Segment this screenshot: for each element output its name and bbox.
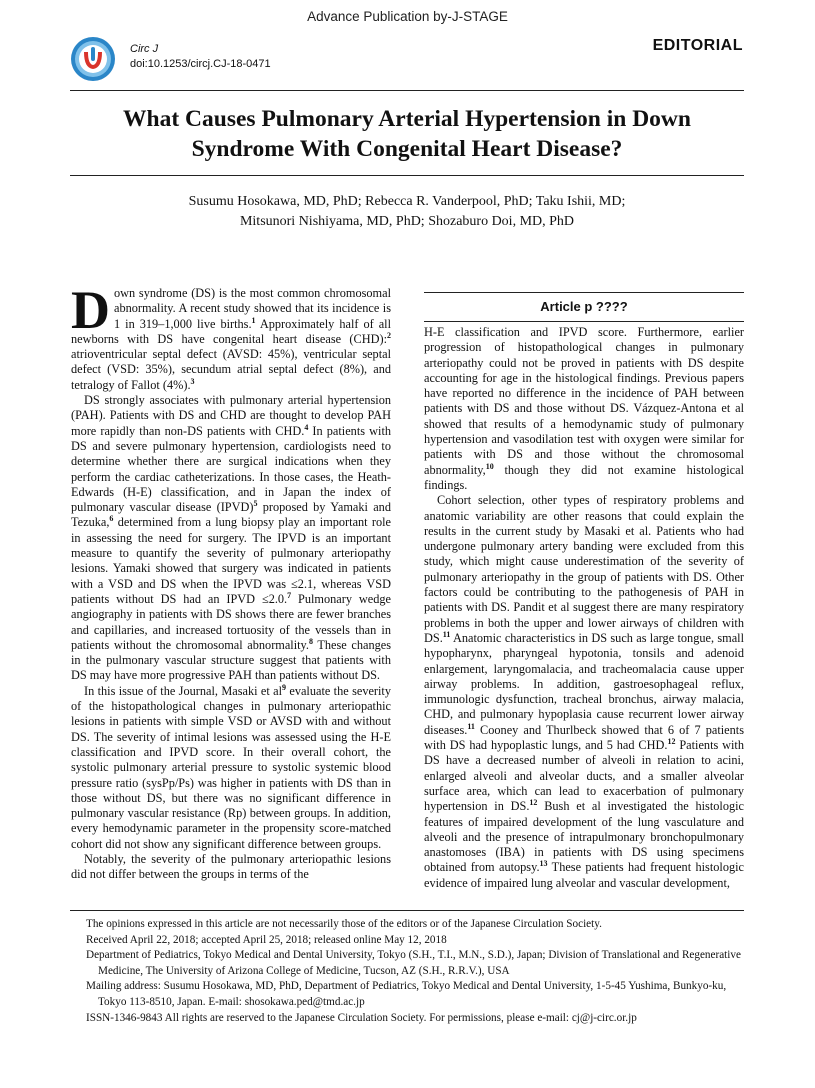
- mailing-address: Mailing address: Susumu Hosokawa, MD, PhD, Department of Pediatrics, Tokyo Medical and Dental University, 1-5-45 Yushima, Bunkyo-ku, Tokyo 113-8510, Japan. E-mail: shosokawa.ped@tmd.ac.jp: [86, 980, 727, 1008]
- advance-publication-banner: Advance Publication by-J-STAGE: [307, 9, 508, 24]
- section-label: EDITORIAL: [652, 37, 743, 54]
- title-line: Syndrome With Congenital Heart Disease?: [191, 136, 623, 162]
- received-dates: Received April 22, 2018; accepted April 25, 2018; released online May 12, 2018: [86, 933, 447, 946]
- article-title: [70, 104, 744, 164]
- header-rule: [70, 90, 744, 91]
- journal-logo-icon: [70, 36, 116, 82]
- right-column: [424, 325, 744, 891]
- footer-rule: [70, 910, 744, 911]
- issn-notice: ISSN-1346-9843 All rights are reserved to the Japanese Circulation Society. For permissions, please e-mail: cj@j-circ.or.jp: [86, 1011, 637, 1024]
- journal-name: Circ J: [130, 43, 159, 55]
- paragraph: H-E classification and IPVD score. Furthermore, earlier progression of histopathological changes in pulmonary arteriopathy could not be proved in patients with DS despite accounting for age in the histological findings. Previous papers have reported no difference in the incidence of PAH between patients with DS and those without DS. Vázquez-Antona et al showed that results of a hemodynamic study of pulmonary hypertension and vasodilation test with oxygen were similar for patients with DS and those without the chromosomal abnormality,$^{10}$ though they did not examine histological findings.: [424, 325, 744, 492]
- affiliations: Department of Pediatrics, Tokyo Medical and Dental University, Tokyo (S.H., T.I., M.N., S.D.), Japan; Division of Translational and Regenerative Medicine, The University of Arizona College of Medicine, Tucson, AZ (S.H., R.R.V.), USA: [86, 949, 741, 977]
- journal-info: [130, 42, 271, 72]
- paragraph: In this issue of the Journal, Masaki et $al^9$ evaluate the severity of the histopathological changes in pulmonary arteriopathic lesions in patients with simple VSD or AVSD with and without DS. The severity of intimal lesions was assessed using the H-E classification and IPVD score. In their overall cohort, the systolic pulmonary arterial pressure to systolic systemic blood pressure ratio (sysPp/Ps) was higher in patients with DS than in those without DS, but there was no significant difference in pulmonary vascular resistance (Rp) between groups. In addition, every hemodynamic parameter in the propensity score-matched cohort did not show any significant difference between groups.: [71, 682, 391, 851]
- authors-line: Susumu Hosokawa, MD, PhD; Rebecca R. Vanderpool, PhD; Taku Ishii, MD;: [188, 194, 626, 209]
- title-line: What Causes Pulmonary Arterial Hypertension in Down: [123, 106, 691, 132]
- title-rule: [70, 175, 744, 176]
- paragraph: DS strongly associates with pulmonary arterial hypertension (PAH). Patients with DS and CHD are thought to develop PAH more rapidly than non-DS patients with CHD.$^4$ In patients with DS and severe pulmonary hypertension, cardiologists need to determine whether there are surgical indications when they perform the cardiac catheterizations. In those cases, the Heath-Edwards (H-E) classification, and in Japan the index of pulmonary vascular disease (IPVD)$^5$ proposed by Yamaki and Tezuka,$^6$ determined from a lung biopsy play an important role in assessing the need for surgery. The IPVD is an important measure to quantify the severity of pulmonary arteriopathy lesions. Yamaki showed that surgery was indicated in patients with a VSD and DS when the IPVD was ≤2.1, whereas VSD patients without DS had an IPVD ≤2.0.$^7$ Pulmonary wedge angiography in patients with DS shows there are fewer branches and capillaries, and increased tortuosity of the vessels than in patients without the chromosomal abnormality.$^8$ These changes in the pulmonary vascular structure suggest that patients with DS may have more progressive PAH than patients without DS.: [71, 393, 392, 683]
- related-article-link[interactable]: Article p ????: [424, 292, 744, 322]
- dropcap: D: [71, 280, 110, 340]
- paragraph: Down syndrome (DS) is the most common chromosomal abnormality. A recent study showed that its incidence is 1 in 319–1,000 live births.$^1$ Approximately half of all newborns with DS have congenital heart disease (CHD):$^2$ atrioventricular septal defect (AVSD: 45%), ventricular septal defect (VSD: 35%), secundum atrial septal defect (8%), and tetralogy of Fallot (4%).$^3$: [71, 280, 392, 392]
- disclaimer: The opinions expressed in this article are not necessarily those of the editors or of the Japanese Circulation Society.: [86, 918, 602, 930]
- paragraph: Notably, the severity of the pulmonary arteriopathic lesions did not differ between the groups in terms of the: [71, 851, 391, 882]
- paragraph: Cohort selection, other types of respiratory problems and anatomic variability are other reasons that could explain the results in the current study by Masaki et al. Patients who had undergone pulmonary artery banding were excluded from this study, which might cause underestimation of the severity of pulmonary arteriopathy in the group of patients with DS. Other factors could be contributing to the pathogenesis of PAH in patients with DS. Pandit et al suggest there are many respiratory problems in both the upper and lower airways of children with DS.$^{11}$ Anatomic characteristics in DS such as large tongue, small hypopharynx, pharyngeal hypotonia, tonsils and adenoid enlargement, laryngomalacia, and tracheomalacia cause upper airway problems. In addition, gastroesophageal reflux, immunologic dysfunction, tracheal bronchus, airway malacia, CHD, and pulmonary hypoplasia cause recurrent lower airway diseases.$^{11}$ Cooney and Thurlbeck showed that 6 of 7 patients with DS had hypoplastic lungs, and 5 had CHD.$^{12}$ Patients with DS have a decreased number of alveoli in relation to acini, enlarged alveoli and alveolar ducts, and a smaller alveolar surface area, which can lead to exacerbation of pulmonary hypertension in DS.$^{12}$ Bush et al investigated the histologic features of impaired development of the lung vasculature and alveoli and the presence of intrapulmonary bronchopulmonary anastomoses (IBA) in patients with DS using specimens obtained from autopsy.$^{13}$ These patients had frequent histologic evidence of impaired lung alveolar and vascular development,: [424, 493, 745, 890]
- author-list: [70, 192, 744, 232]
- doi: doi:10.1253/circj.CJ-18-0471: [130, 58, 271, 70]
- footer-notes: [86, 917, 746, 1026]
- authors-line: Mitsunori Nishiyama, MD, PhD; Shozaburo Doi, MD, PhD: [239, 214, 575, 229]
- left-column: [71, 280, 392, 883]
